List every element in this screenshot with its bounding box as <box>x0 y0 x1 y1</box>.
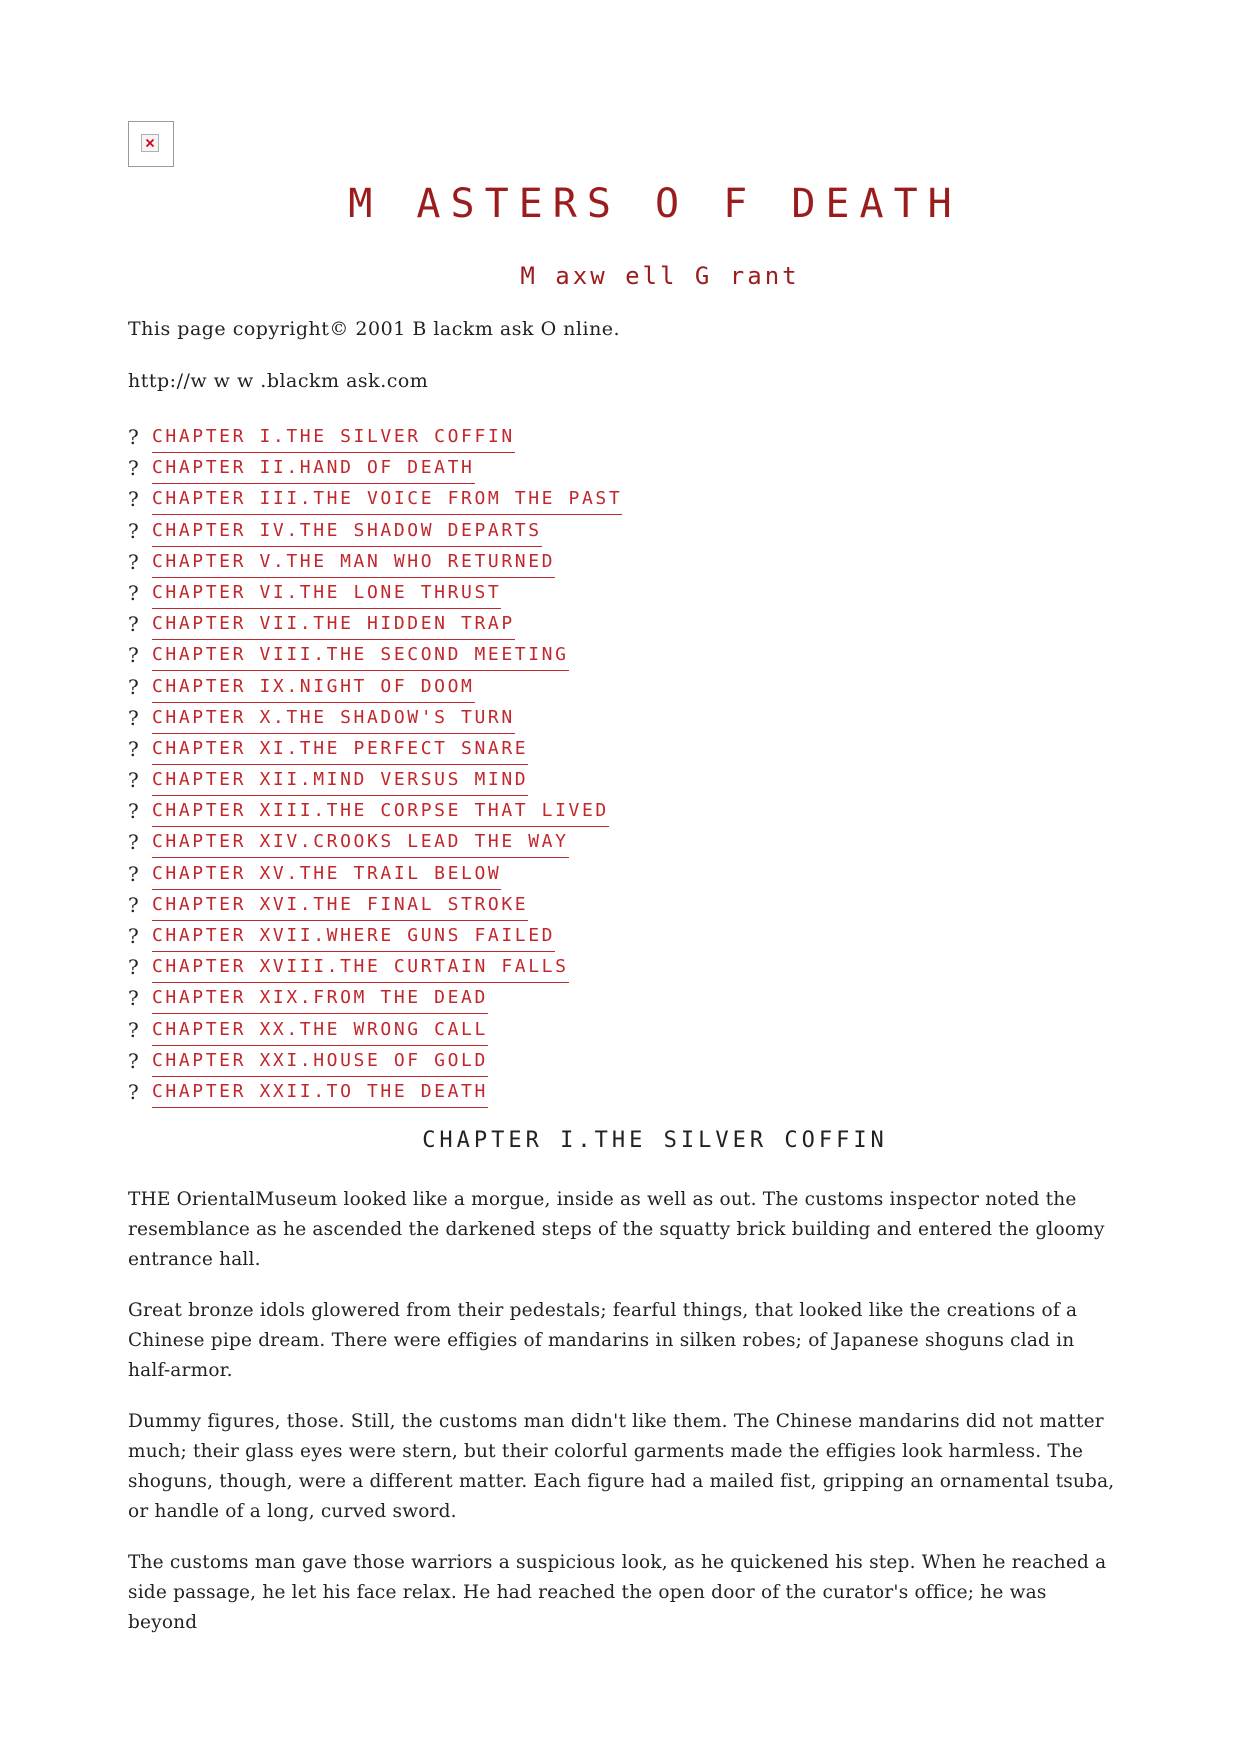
toc-bullet: ? <box>128 1048 139 1073</box>
toc-bullet: ? <box>128 487 139 512</box>
body-paragraph: Great bronze idols glowered from their pedestals; fearful things, that looked like the creations of a Chinese pipe dream. There were effigies of mandarins in silken robes; of Japanese shoguns clad in half-armor. <box>128 1300 1078 1381</box>
toc-bullet: ? <box>128 924 139 948</box>
toc-link-chapter-10[interactable]: CHAPTER X.THE SHADOW'S TURN <box>152 705 515 734</box>
toc-bullet: ? <box>128 612 139 637</box>
body-paragraph: Dummy figures, those. Still, the customs man didn't like them. The Chinese mandarins did not matter much; their glass eyes were stern, but their colorful garments made the effigies look harmless. The shoguns, though, were a different matter. Each figure had a mailed fist, gripping an ornamental tsuba, or handle of a long, curved sword. <box>128 1411 1115 1522</box>
toc-item <box>128 549 622 580</box>
toc-link-chapter-9[interactable]: CHAPTER IX.NIGHT OF DOOM <box>152 674 475 703</box>
chapter-heading: CHAPTER I.THE SILVER COFFIN <box>422 1128 888 1153</box>
body-paragraph: THE OrientalMuseum looked like a morgue, inside as well as out. The customs inspector noted the resemblance as he ascended the darkened steps of the squatty brick building and entered the gloomy entrance hall. <box>128 1189 1105 1270</box>
toc-item <box>128 580 622 611</box>
toc-bullet: ? <box>128 580 139 605</box>
toc-item <box>128 736 622 767</box>
toc-link-chapter-17[interactable]: CHAPTER XVII.WHERE GUNS FAILED <box>152 923 555 952</box>
toc-bullet: ? <box>128 425 139 449</box>
toc-link-chapter-13[interactable]: CHAPTER XIII.THE CORPSE THAT LIVED <box>152 798 609 827</box>
body-paragraph: The customs man gave those warriors a suspicious look, as he quickened his step. When he reached a side passage, he let his face relax. He had reached the open door of the curator's office; he was beyond <box>128 1552 1107 1633</box>
broken-image-icon <box>141 134 159 152</box>
toc-item <box>128 829 622 860</box>
toc-item <box>128 705 622 736</box>
site-url: http://w w w .blackm ask.com <box>128 370 429 392</box>
toc-item <box>128 798 622 829</box>
toc-link-chapter-21[interactable]: CHAPTER XXI.HOUSE OF GOLD <box>152 1048 488 1077</box>
toc-bullet: ? <box>128 705 139 730</box>
toc-item <box>128 892 622 923</box>
toc-bullet: ? <box>128 1079 139 1104</box>
toc-item <box>128 1079 622 1110</box>
toc-bullet: ? <box>128 955 139 980</box>
toc-bullet: ? <box>128 861 139 886</box>
toc-bullet: ? <box>128 892 139 917</box>
toc-link-chapter-11[interactable]: CHAPTER XI.THE PERFECT SNARE <box>152 736 528 765</box>
toc-link-chapter-16[interactable]: CHAPTER XVI.THE FINAL STROKE <box>152 892 528 921</box>
toc-bullet: ? <box>128 456 139 481</box>
book-author: M axw ell G rant <box>520 262 800 290</box>
toc-item <box>128 486 622 517</box>
toc-item <box>128 424 622 455</box>
toc-bullet: ? <box>128 830 139 855</box>
toc-bullet: ? <box>128 768 139 793</box>
toc-item <box>128 611 622 642</box>
toc-link-chapter-18[interactable]: CHAPTER XVIII.THE CURTAIN FALLS <box>152 954 569 983</box>
toc-link-chapter-8[interactable]: CHAPTER VIII.THE SECOND MEETING <box>152 642 569 671</box>
toc-link-chapter-1[interactable]: CHAPTER I.THE SILVER COFFIN <box>152 424 515 453</box>
toc-item <box>128 923 622 954</box>
toc-link-chapter-14[interactable]: CHAPTER XIV.CROOKS LEAD THE WAY <box>152 829 569 858</box>
toc-item <box>128 1017 622 1048</box>
toc-link-chapter-15[interactable]: CHAPTER XV.THE TRAIL BELOW <box>152 861 501 890</box>
toc-bullet: ? <box>128 986 139 1011</box>
toc-link-chapter-6[interactable]: CHAPTER VI.THE LONE THRUST <box>152 580 501 609</box>
book-title: M ASTERS O F DEATH <box>348 181 962 227</box>
toc-item <box>128 642 622 673</box>
toc-item <box>128 518 622 549</box>
toc-link-chapter-7[interactable]: CHAPTER VII.THE HIDDEN TRAP <box>152 611 515 640</box>
toc-item <box>128 1048 622 1079</box>
toc-item <box>128 954 622 985</box>
toc-bullet: ? <box>128 674 139 699</box>
toc-link-chapter-20[interactable]: CHAPTER XX.THE WRONG CALL <box>152 1017 488 1046</box>
toc-link-chapter-3[interactable]: CHAPTER III.THE VOICE FROM THE PAST <box>152 486 622 515</box>
toc-bullet: ? <box>128 643 139 668</box>
toc-item <box>128 674 622 705</box>
toc-link-chapter-4[interactable]: CHAPTER IV.THE SHADOW DEPARTS <box>152 518 542 547</box>
toc-link-chapter-19[interactable]: CHAPTER XIX.FROM THE DEAD <box>152 985 488 1014</box>
table-of-contents <box>128 424 622 1110</box>
toc-link-chapter-2[interactable]: CHAPTER II.HAND OF DEATH <box>152 455 475 484</box>
toc-bullet: ? <box>128 1017 139 1042</box>
toc-bullet: ? <box>128 736 139 761</box>
broken-image-placeholder <box>128 121 174 167</box>
toc-link-chapter-22[interactable]: CHAPTER XXII.TO THE DEATH <box>152 1079 488 1108</box>
toc-link-chapter-12[interactable]: CHAPTER XII.MIND VERSUS MIND <box>152 767 528 796</box>
toc-bullet: ? <box>128 549 139 574</box>
toc-link-chapter-5[interactable]: CHAPTER V.THE MAN WHO RETURNED <box>152 549 555 578</box>
chapter-body <box>128 1185 1118 1659</box>
toc-item <box>128 455 622 486</box>
toc-item <box>128 985 622 1016</box>
copyright-notice: This page copyright© 2001 B lackm ask O nline. <box>128 318 621 340</box>
toc-item <box>128 767 622 798</box>
toc-item <box>128 861 622 892</box>
toc-bullet: ? <box>128 799 139 824</box>
toc-bullet: ? <box>128 518 139 543</box>
